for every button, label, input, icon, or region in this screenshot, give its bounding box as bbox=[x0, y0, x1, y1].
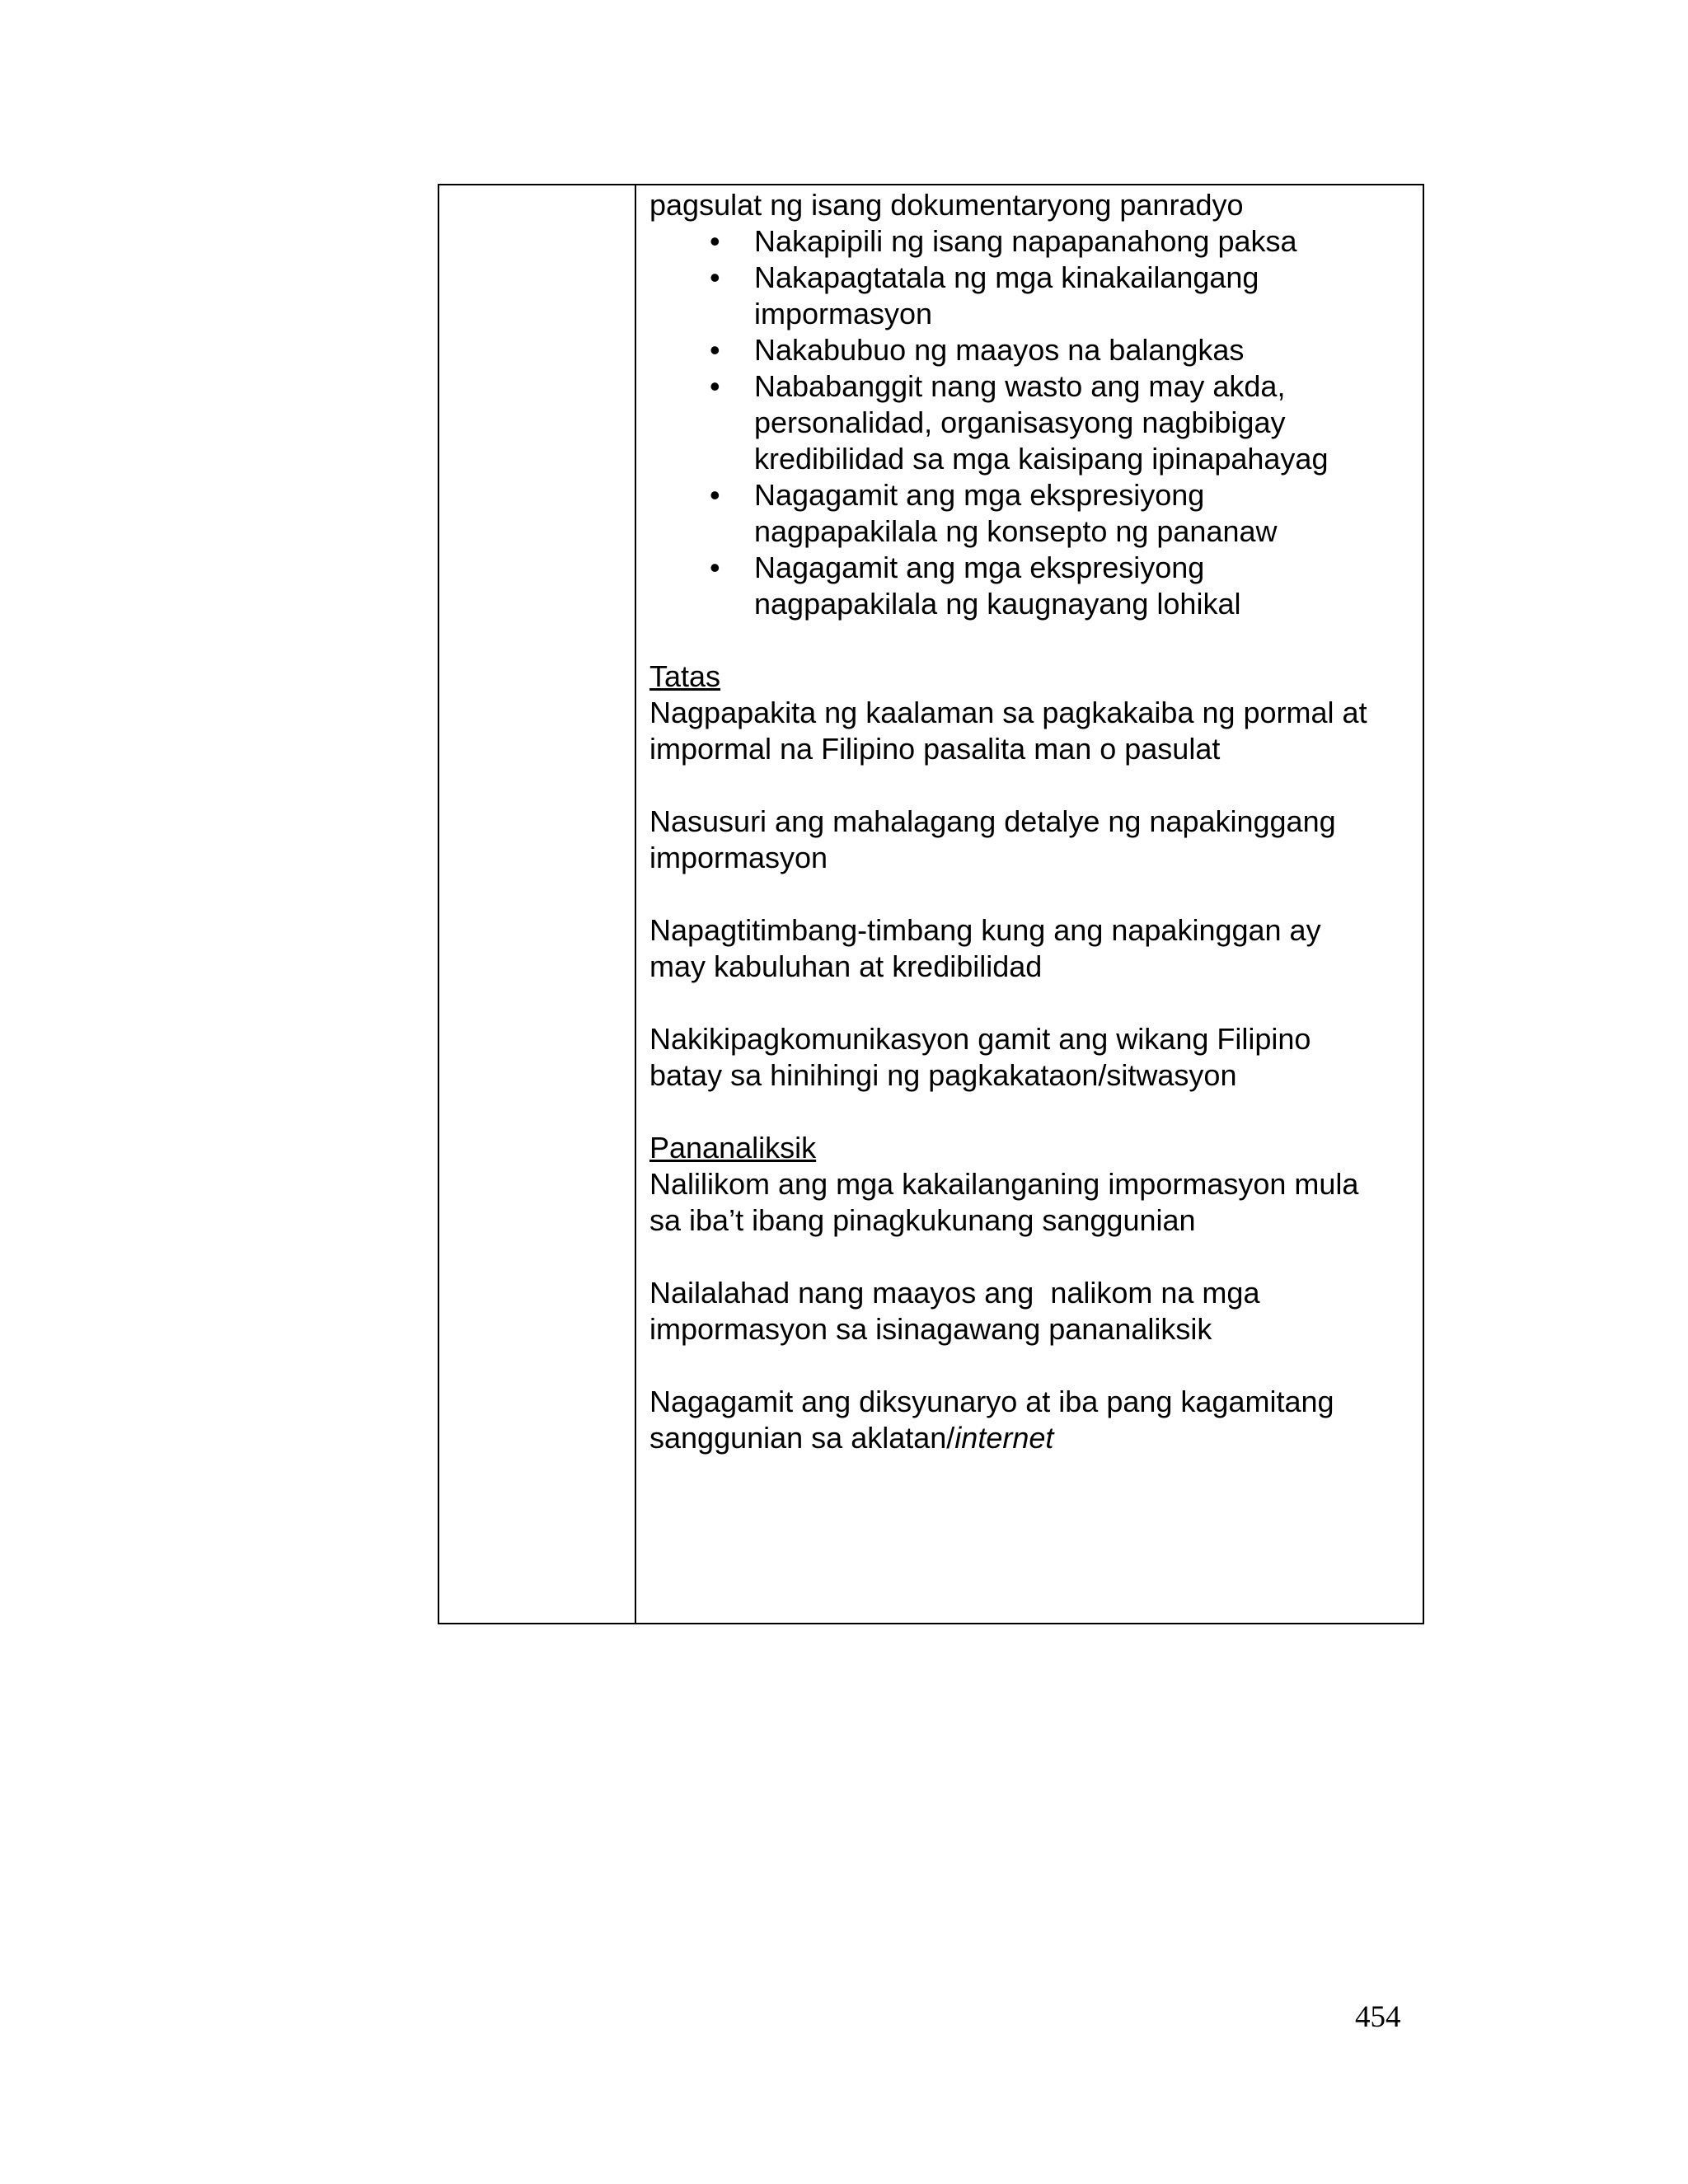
tatas-paragraph-line: Nagpapakita ng kaalaman sa pagkakaiba ng pormal at bbox=[649, 696, 1367, 729]
tatas-heading: Tatas bbox=[649, 659, 721, 693]
spacer bbox=[649, 1239, 1401, 1275]
bullet-line: Nakapipili ng isang napapanahong paksa bbox=[754, 224, 1297, 258]
bullet-line: nagpapakilala ng kaugnayang lohikal bbox=[754, 587, 1241, 621]
pananaliksik-last-line bbox=[649, 1420, 1401, 1456]
bullet-text bbox=[754, 550, 1401, 622]
spacer bbox=[649, 767, 1401, 804]
spacer bbox=[649, 622, 1401, 658]
table-right-column bbox=[636, 185, 1423, 1623]
last-line-italic-word: internet bbox=[954, 1421, 1054, 1455]
bullet-text bbox=[754, 368, 1401, 477]
bullet-item bbox=[649, 550, 1401, 622]
bullet-line: Nagagamit ang mga ekspresiyong bbox=[754, 551, 1205, 584]
pananaliksik-paragraph-line: Nagagamit ang diksyunaryo at iba pang kagamitang bbox=[649, 1385, 1334, 1418]
spacer bbox=[649, 1094, 1401, 1130]
tatas-paragraph-line: impormal na Filipino pasalita man o pasulat bbox=[649, 732, 1221, 766]
tatas-paragraph-line: Nakikipagkomunikasyon gamit ang wikang Filipino bbox=[649, 1022, 1311, 1056]
bullet-line: nagpapakilala ng konsepto ng pananaw bbox=[754, 514, 1278, 548]
bullet-icon: • bbox=[710, 260, 720, 294]
bullet-text bbox=[754, 260, 1401, 332]
bullet-icon: • bbox=[710, 224, 720, 258]
spacer bbox=[649, 1347, 1401, 1384]
competency-bullet-list bbox=[649, 223, 1401, 622]
bullet-item bbox=[649, 477, 1401, 550]
bullet-icon: • bbox=[710, 333, 720, 367]
pananaliksik-paragraph-line: Nailalahad nang maayos ang nalikom na mga bbox=[649, 1276, 1260, 1310]
bullet-line: Nababanggit nang wasto ang may akda, bbox=[754, 369, 1286, 403]
pananaliksik-paragraph-line: Nalilikom ang mga kakailanganing impormasyon mula bbox=[649, 1167, 1359, 1201]
bullet-line: Nagagamit ang mga ekspresiyong bbox=[754, 478, 1205, 512]
table-left-column bbox=[439, 185, 636, 1623]
spacer bbox=[649, 985, 1401, 1021]
pananaliksik-paragraph-line: sa iba’t ibang pinagkukunang sanggunian bbox=[649, 1203, 1196, 1237]
tatas-paragraph-line: batay sa hinihingi ng pagkakataon/sitwasyon bbox=[649, 1058, 1237, 1092]
bullet-line: personalidad, organisasyong nagbibigay bbox=[754, 405, 1286, 439]
tatas-paragraph-line: impormasyon bbox=[649, 841, 828, 874]
last-line-prefix: sanggunian sa aklatan/ bbox=[649, 1421, 955, 1455]
tatas-paragraph-line: may kabuluhan at kredibilidad bbox=[649, 949, 1043, 983]
bullet-line: kredibilidad sa mga kaisipang ipinapahayag bbox=[754, 442, 1329, 476]
spacer bbox=[649, 876, 1401, 912]
bullet-icon: • bbox=[710, 369, 720, 403]
bullet-item bbox=[649, 260, 1401, 332]
pananaliksik-heading: Pananaliksik bbox=[649, 1131, 817, 1165]
bullet-line: Nakapagtatala ng mga kinakailangang bbox=[754, 260, 1259, 294]
bullet-item bbox=[649, 223, 1401, 260]
bullet-text bbox=[754, 223, 1401, 260]
bullet-line: impormasyon bbox=[754, 297, 933, 330]
content-table bbox=[438, 184, 1424, 1624]
bullet-text bbox=[754, 332, 1401, 368]
pananaliksik-paragraph-line: impormasyon sa isinagawang pananaliksik bbox=[649, 1312, 1212, 1346]
bullet-text bbox=[754, 477, 1401, 550]
bullet-line: Nakabubuo ng maayos na balangkas bbox=[754, 333, 1245, 367]
tatas-paragraph-line: Napagtitimbang-timbang kung ang napakinggan ay bbox=[649, 913, 1321, 947]
intro-line: pagsulat ng isang dokumentaryong panradyo bbox=[649, 188, 1244, 222]
bullet-item bbox=[649, 332, 1401, 368]
tatas-paragraph-line: Nasusuri ang mahalagang detalye ng napakinggang bbox=[649, 804, 1336, 838]
bullet-icon: • bbox=[710, 478, 720, 512]
page-number: 454 bbox=[1355, 2000, 1401, 2034]
bullet-item bbox=[649, 368, 1401, 477]
bullet-icon: • bbox=[710, 551, 720, 584]
